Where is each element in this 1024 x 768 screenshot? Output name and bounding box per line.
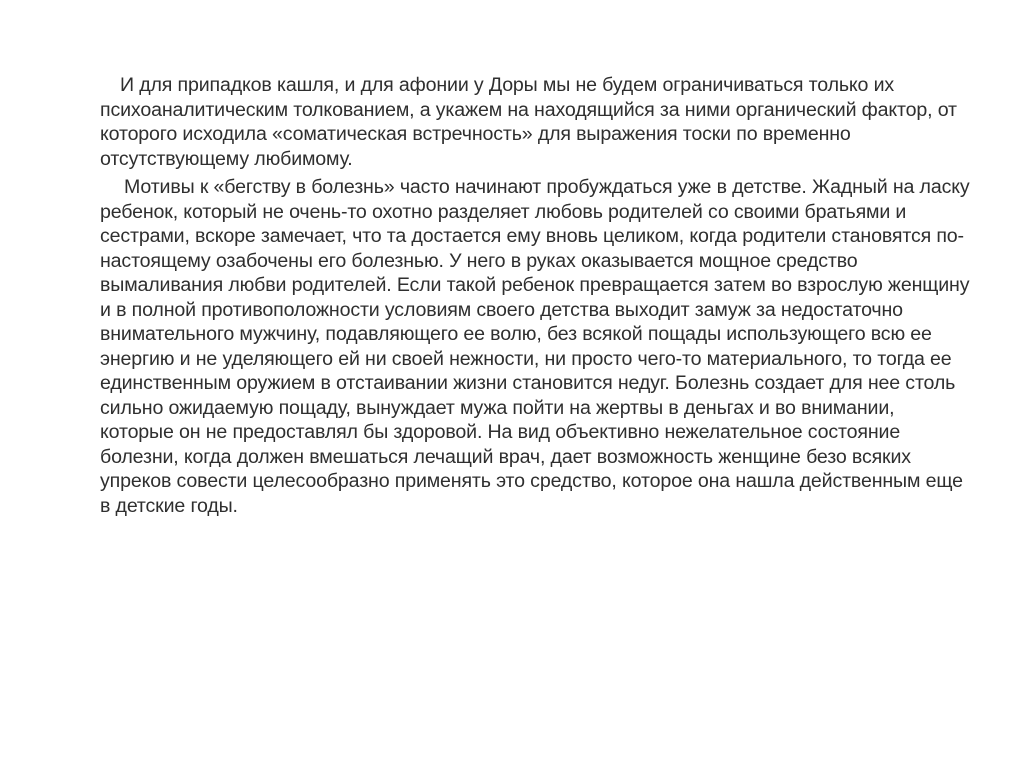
text-block (100, 73, 970, 518)
paragraph-1: И для припадков кашля, и для афонии у Доры мы не будем ограничиваться только их психоаналитическим толкованием, а укажем на находящийся за ними органический фактор, от которого исходила «соматическая встречность» для выражения тоски по временно отсутствующему любимому. (100, 74, 957, 170)
paragraph-2: Мотивы к «бегству в болезнь» часто начинают пробуждаться уже в детстве. Жадный на ласку ребенок, который не очень-то охотно разделяет любовь родителей со своими братьями и сестрами, вскоре замечает, что та достается ему вновь целиком, когда родители становятся по-настоящему озабочены его болезнью. У него в руках оказывается мощное средство вымаливания любви родителей. Если такой ребенок превращается затем во взрослую женщину и в полной противоположности условиям своего детства выходит замуж за недостаточно внимательного мужчину, подавляющего ее волю, без всякой пощады использующего всю ее энергию и не уделяющего ей ни своей нежности, ни просто чего-то материального, то тогда ее единственным оружием в отстаивании жизни становится недуг. Болезнь создает для нее столь сильно ожидаемую пощаду, вынуждает мужа пойти на жертвы в деньгах и во внимании, которые он не предоставлял бы здоровой. На вид объективно нежелательное состояние болезни, когда должен вмешаться лечащий врач, дает возможность женщине безо всяких упреков совести целесообразно применять это средство, которое она нашла действенным еще в детские годы. (100, 176, 970, 517)
